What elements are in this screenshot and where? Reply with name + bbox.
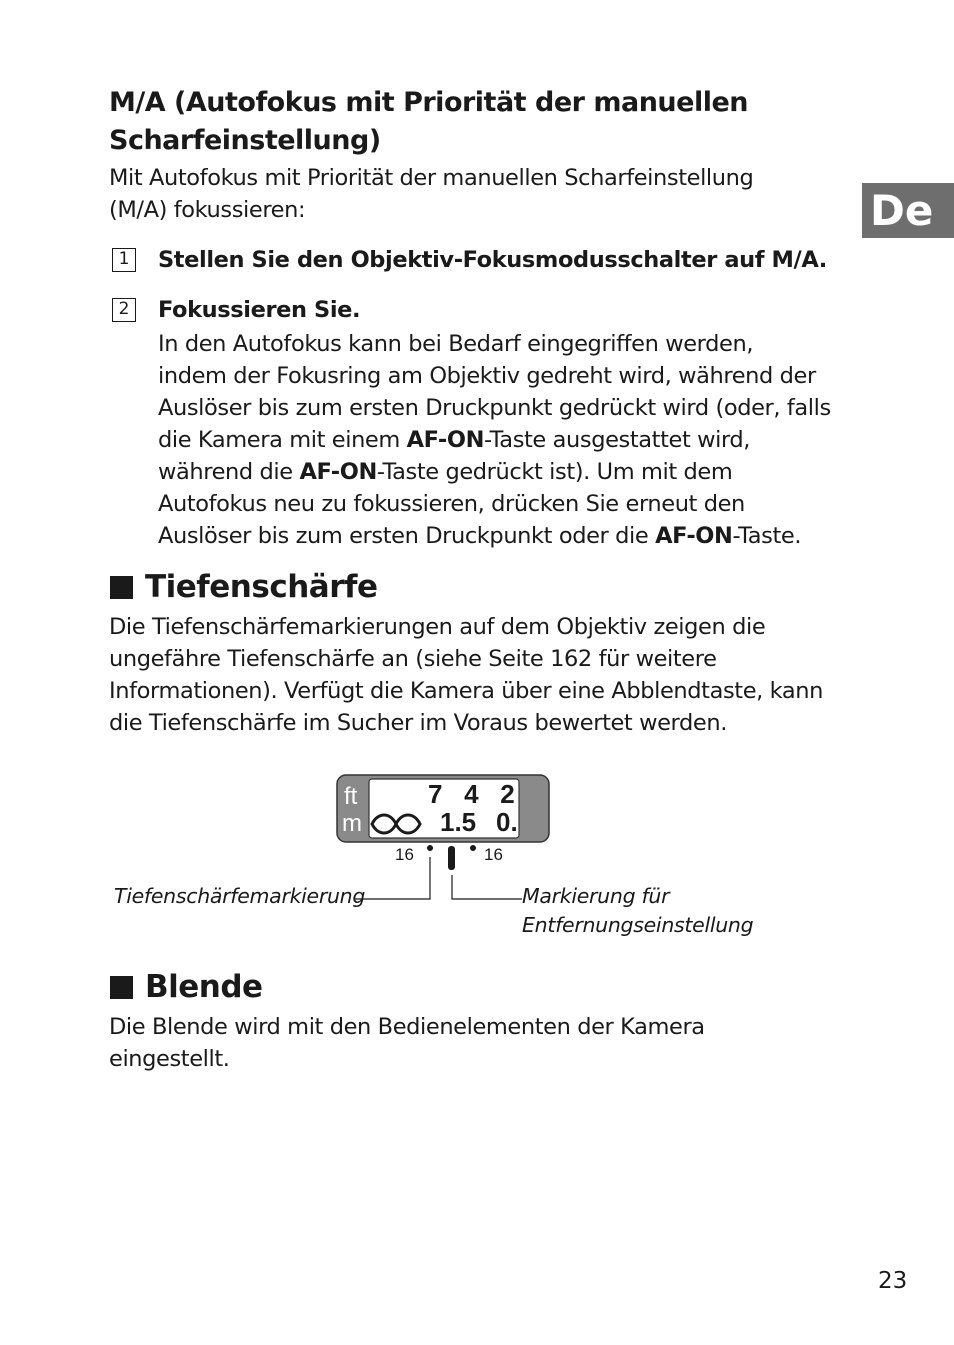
leader-line-left — [354, 857, 430, 899]
step-2-body — [158, 328, 858, 552]
intro-line2: (M/A) fokussieren: — [109, 197, 306, 223]
depth-line3: Informationen). Verfügt die Kamera über eine Abblendtaste, kann — [109, 678, 824, 704]
language-tab: De — [862, 183, 954, 238]
af-on-label: AF-ON — [406, 427, 485, 453]
caption-distance-line2: Entfernungseinstellung — [522, 913, 754, 937]
step-2-line4: die Kamera mit einem AF-ON-Taste ausgestattet wird, — [158, 427, 751, 453]
section-aperture-heading — [110, 967, 263, 1007]
caption-depth-mark: Tiefenschärfemarkierung — [114, 884, 366, 908]
depth-mark-left-label: 16 — [395, 845, 414, 864]
heading-ma-line2: Scharfeinstellung) — [109, 125, 381, 156]
leader-lines — [350, 855, 530, 905]
step-1-title: Stellen Sie den Objektiv-Fokusmodusschalter auf M/A. — [158, 247, 827, 273]
heading-ma — [109, 84, 829, 160]
intro-paragraph — [109, 162, 849, 226]
depth-line4: die Tiefenschärfe im Sucher im Voraus bewertet werden. — [109, 710, 727, 736]
section-depth-heading — [110, 567, 378, 607]
aperture-line1: Die Blende wird mit den Bedienelementen der Kamera — [109, 1014, 705, 1040]
section-depth-paragraph — [109, 611, 854, 739]
intro-line1: Mit Autofokus mit Priorität der manuellen Scharfeinstellung — [109, 165, 754, 191]
unit-ft-label: ft — [344, 783, 358, 810]
step-2-line5: während die AF-ON-Taste gedrückt ist). Um mit dem — [158, 459, 733, 485]
section-aperture-title: Blende — [145, 969, 263, 1005]
page-number: 23 — [878, 1268, 908, 1294]
af-on-label: AF-ON — [299, 459, 377, 485]
depth-mark-left-dot — [427, 845, 433, 851]
m-scale-value-2: 0. — [496, 807, 518, 837]
depth-line2: ungefähre Tiefenschärfe an (siehe Seite 162 für weitere — [109, 646, 717, 672]
depth-line1: Die Tiefenschärfemarkierungen auf dem Objektiv zeigen die — [109, 614, 766, 640]
depth-mark-right-dot — [470, 845, 476, 851]
ft-scale-values: 7 4 2 — [428, 779, 515, 809]
aperture-line2: eingestellt. — [109, 1046, 230, 1072]
step-1-number: 1 — [112, 248, 136, 272]
af-on-label: AF-ON — [655, 523, 733, 549]
section-aperture-paragraph — [109, 1011, 854, 1075]
heading-ma-line1: M/A (Autofokus mit Priorität der manuellen — [109, 87, 748, 118]
step-2-line2: indem der Fokusring am Objektiv gedreht wird, während der — [158, 363, 816, 389]
step-2-line3: Auslöser bis zum ersten Druckpunkt gedrückt wird (oder, falls — [158, 395, 831, 421]
step-2-number: 2 — [112, 298, 136, 322]
step-2-line6: Autofokus neu zu fokussieren, drücken Sie erneut den — [158, 491, 745, 517]
m-scale-value-1: 1.5 — [440, 807, 477, 837]
step-2-title: Fokussieren Sie. — [158, 297, 361, 323]
leader-line-right — [452, 875, 522, 899]
square-bullet-icon — [110, 576, 133, 599]
unit-m-label: m — [342, 810, 362, 837]
depth-mark-right-label: 16 — [484, 845, 503, 864]
caption-distance-line1: Markierung für — [522, 884, 670, 908]
step-2-line7: Auslöser bis zum ersten Druckpunkt oder die AF-ON-Taste. — [158, 523, 802, 549]
section-depth-title: Tiefenschärfe — [145, 569, 378, 605]
square-bullet-icon — [110, 976, 133, 999]
caption-distance-mark — [522, 882, 753, 940]
step-2-line1: In den Autofokus kann bei Bedarf eingegriffen werden, — [158, 331, 754, 357]
